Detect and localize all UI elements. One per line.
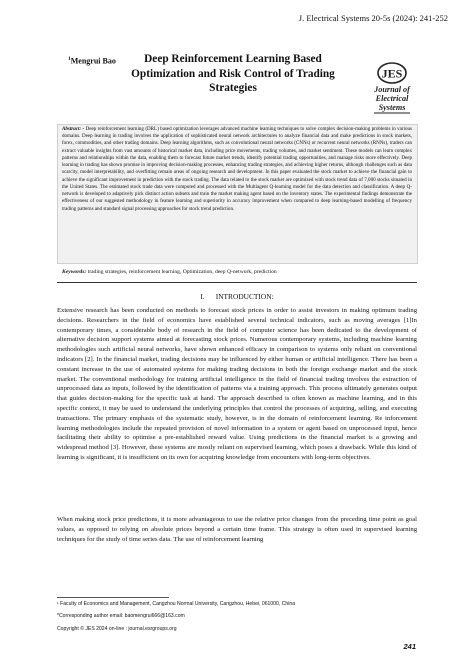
author-name: Mengrui Bao [70, 56, 116, 66]
logo-line-3: Systems [378, 103, 406, 112]
section-heading: I. INTRODUCTION: [200, 292, 274, 301]
keywords [62, 269, 414, 276]
footnote-divider [57, 597, 169, 598]
footnote-affiliation: ¹ Faculty of Economics and Management, Cangzhou Normal University, Cangzhou, Hebei, 061000, China [57, 601, 296, 607]
keywords-text: trading strategies, reinforcement learning, Optimization, deep Q-network, prediction [87, 269, 277, 275]
body-paragraph: Extensive research has been conducted on methods to forecast stock prices in order to assist investors in making optimum trading decisions. Researchers in the field of economics have established several technical indicators, such as moving averages [1]In contemporary times, a considerable body of research in the field of computer science has been dedicated to the development of alternative decision support systems aimed at forecasting stock prices. Numerous contemporary systems, including machine learning methodologies such artificial neural networks, have shown enhanced efficacy in comparison to systems only reliant on conventional indicators [2]. In the financial market, trading decisions may be influenced by either human or artificial intelligence. There has been a constant increase in the use of automated systems for making trading decisions in both the foreign exchange market and the stock market. The conventional methodology for training artificial intelligence in the field of financial trading involves the extraction of unprocessed data as inputs, followed by the identification of patterns via a training approach. This process ultimately generates output that guides decision-making for the specific task at hand. The approach described is often known as machine learning, and in this specific context, it may be used to understand the underlying principles that control the processes of acquiring, selling, and executing transactions. The primary emphasis of the systematic study, however, is in the domain of reinforcement learning. Re inforcement learning methodologies include the repeated provision of novel information to a system or agent based on unprocessed input, hence facilitating their ability to optimise a pre-established reward value. Using predictions in the financial market is a growing and widespread method [3]. However, these systems are mostly reliant on supervised learning, which poses a drawback. While this kind of learning is significant, it is insufficient on its own for acquiring knowledge from encounters with long-term objectives. [57, 307, 417, 461]
page-number: 241 [403, 642, 416, 651]
abstract-text: Deep reinforcement learning (DRL) based optimization leverages advanced machine learning techniques to solve complex decision-making problems in various domains. Deep learning in trading involves the application of sophisticated neural network architectures to analyze financial data and make predictions in stock markets, forex, commodities, and other trading domains. Deep learning algorithms, such as convolutional neural networks (CNNs) or recurrent neural networks (RNNs), traders can extract valuable insights from vast amounts of historical market data, including price movements, trading volumes, and market sentiment. These models can learn complex patterns and relationships within the data, enabling them to forecast future market trends, identify potential trading opportunities, and manage risks more effectively. Deep learning in trading has shown promise in improving decision-making processes, enhancing trading strategies, and achieving higher returns, although challenges such as data scarcity, model interpretability, and overfitting remain areas of ongoing research and development. In this paper evaluated the stock market to achieve the financial gain to achieve the significant improvement in prediction with the stock trading. The data related to the stock market are optimized with stock trend data of 7,000 stocks situated in the United States. The estimated stock trade data were computed and processed with the Multiagent Q-learning model for the data detection and classification. A deep Q-network is developed to adaptively pick distinct action subsets and train the market making agent based on the inventory states. The experimental findings demonstrate the effectiveness of our suggested methodology in feature learning and superiority in accuracy improvement when compared to deep learning-based modelling of frequency trading patterns and standard signal processing approaches for stock trend prediction. [62, 126, 413, 212]
journal-reference: J. Electrical Systems 20-5s (2024): 241-252 [298, 13, 448, 23]
abstract-label: Abstract: - [62, 126, 85, 132]
paper-title: Deep Reinforcement Learning Based Optimization and Risk Control of Trading Strategies [131, 53, 335, 94]
section-divider [57, 282, 417, 283]
footnote-copyright: Copyright © JES 2024 on-line : journal.esrgroups.org [57, 626, 177, 632]
logo-line-1: Journal of [374, 85, 410, 94]
keywords-label: Keywords: [62, 269, 87, 275]
logo-abbrev: JES [381, 66, 403, 81]
journal-logo [360, 60, 424, 120]
body-paragraph: When making stock price predictions, it is more advantageous to use the relative price changes from the preceding time point as goal values, as opposed to relying on absolute prices beyond a certain time frame. This strategy is often used in supervised learning techniques for the study of time series data. The use of reinforcement learning [57, 516, 417, 543]
footnote-corresponding-author: *Corresponding author email: baomengrui666@163.com [57, 613, 185, 619]
logo-line-2: Electrical [375, 94, 409, 103]
author [68, 56, 116, 66]
author-superscript: 1 [68, 56, 71, 62]
abstract [62, 126, 412, 213]
